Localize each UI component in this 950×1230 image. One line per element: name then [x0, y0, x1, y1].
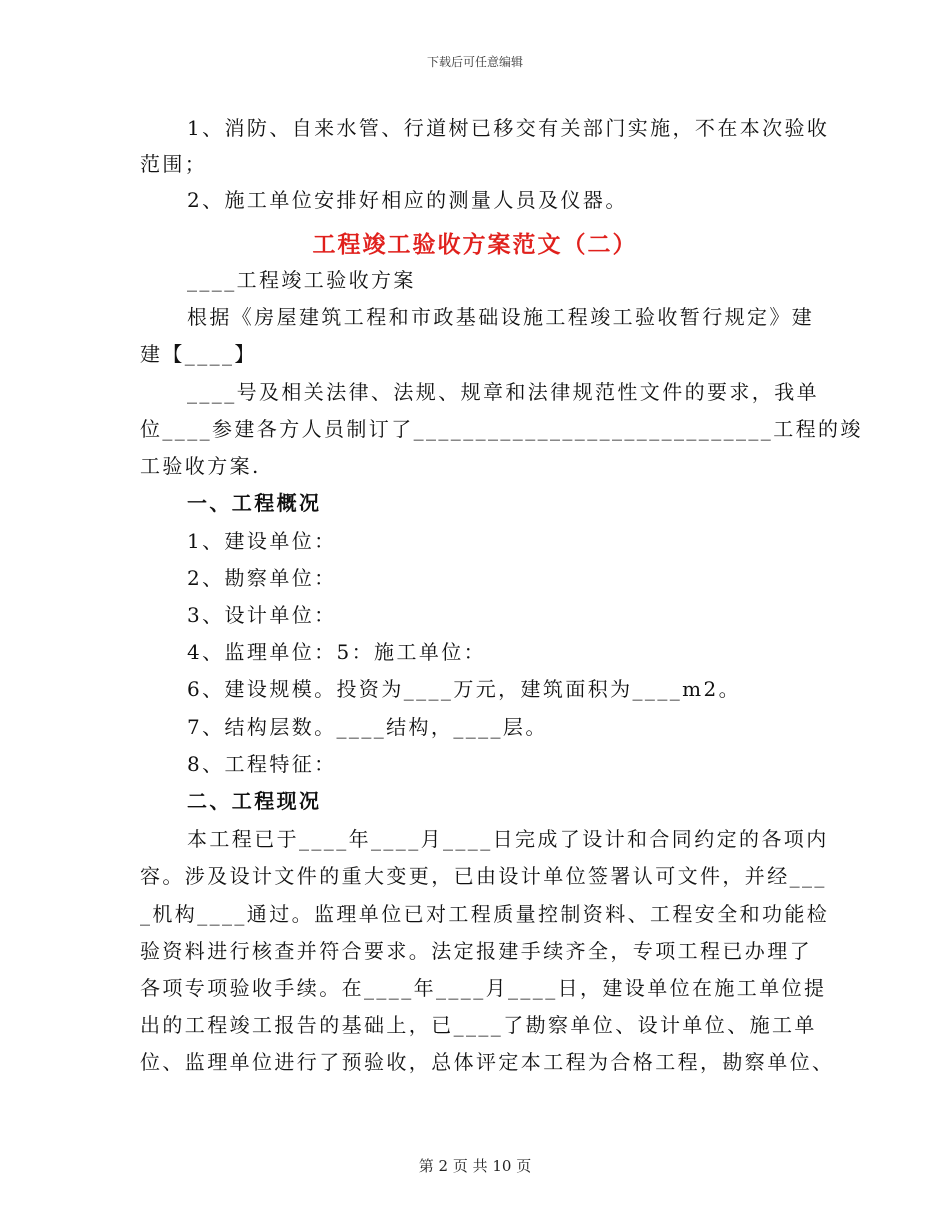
- body-line: 本工程已于____年____月____日完成了设计和合同约定的各项内: [187, 827, 829, 851]
- body-line: 位____参建各方人员制订了_____________________________工程的竣: [140, 417, 863, 441]
- body-line: 根据《房屋建筑工程和市政基础设施工程竣工验收暂行规定》建: [187, 305, 815, 329]
- body-line: 1、消防、自来水管、行道树已移交有关部门实施，不在本次验收: [187, 116, 830, 140]
- body-line: 7、结构层数。____结构，____层。: [187, 715, 548, 739]
- page-header: 下载后可任意编辑: [426, 55, 523, 69]
- body-line: 验资料进行核查并符合要求。法定报建手续齐全，专项工程已办理了: [140, 939, 812, 963]
- body-line: 出的工程竣工报告的基础上，已____了勘察单位、设计单位、施工单: [140, 1013, 817, 1037]
- section-heading: 二、工程现况: [187, 789, 322, 813]
- page-footer: 第 2 页 共 10 页: [418, 1157, 532, 1175]
- body-line: 2、勘察单位：: [187, 566, 337, 590]
- body-line: 6、建设规模。投资为____万元，建筑面积为____m2。: [187, 677, 742, 701]
- body-line: _机构____通过。监理单位已对工程质量控制资料、工程安全和功能检: [140, 902, 830, 926]
- body-line: ____号及相关法律、法规、规章和法律规范性文件的要求，我单: [187, 380, 819, 404]
- body-line: 容。涉及设计文件的重大变更，已由设计单位签署认可文件，并经___: [140, 864, 827, 888]
- body-line: 各项专项验收手续。在____年____月____日，建设单位在施工单位提: [140, 976, 827, 1000]
- body-line: 2、施工单位安排好相应的测量人员及仪器。: [187, 188, 628, 212]
- body-line: 范围；: [140, 152, 208, 176]
- body-line: 1、建设单位：: [187, 529, 337, 553]
- body-line: 建【____】: [140, 342, 257, 366]
- body-line: 3、设计单位：: [187, 603, 337, 627]
- body-line: ____工程竣工验收方案: [187, 268, 416, 292]
- body-line: 4、监理单位：5：施工单位：: [187, 640, 487, 664]
- body-line: 位、监理单位进行了预验收，总体评定本工程为合格工程，勘察单位、: [140, 1050, 835, 1074]
- section-heading: 一、工程概况: [187, 491, 322, 515]
- body-line: 8、工程特征：: [187, 752, 337, 776]
- body-line: 工验收方案.: [140, 454, 261, 478]
- section-title: 工程竣工验收方案范文（二）: [312, 231, 638, 258]
